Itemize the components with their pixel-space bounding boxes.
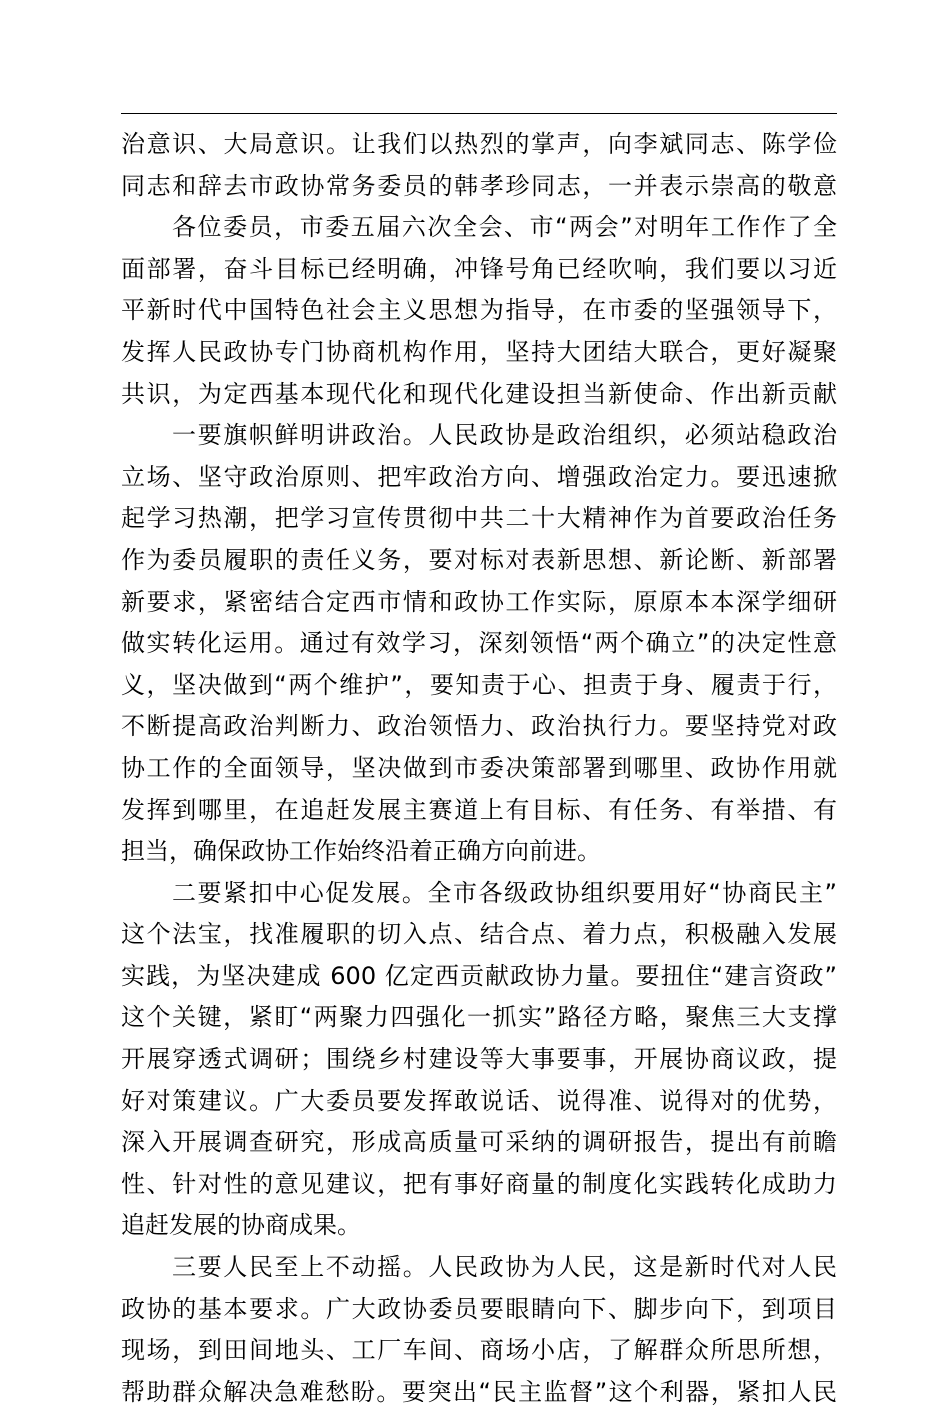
text-line: 义，坚决做到“两个维护”，要知责于心、担责于身、履责于行， (121, 670, 837, 699)
header-rule (121, 113, 837, 114)
text-line: 发挥人民政协专门协商机构作用，坚持大团结大联合，更好凝聚 (121, 337, 837, 366)
text-line: 平新时代中国特色社会主义思想为指导，在市委的坚强领导下， (121, 296, 837, 325)
paragraph-start-line: 三要人民至上不动摇。人民政协为人民，这是新时代对人民 (172, 1253, 837, 1282)
document-body (121, 124, 837, 1413)
text-line: 实践，为坚决建成 600 亿定西贡献政协力量。要扭住“建言资政” (121, 961, 837, 990)
paragraph-start-line: 二要紧扣中心促发展。全市各级政协组织要用好“协商民主” (172, 878, 837, 907)
text-line: 新要求，紧密结合定西市情和政协工作实际，原原本本深学细研 (121, 587, 837, 616)
text-line: 深入开展调查研究，形成高质量可采纳的调研报告，提出有前瞻 (121, 1128, 837, 1157)
text-line: 不断提高政治判断力、政治领悟力、政治执行力。要坚持党对政 (121, 712, 837, 741)
text-line: 起学习热潮，把学习宣传贯彻中共二十大精神作为首要政治任务 (121, 504, 837, 533)
text-line: 立场、坚守政治原则、把牢政治方向、增强政治定力。要迅速掀 (121, 462, 837, 491)
text-line: 开展穿透式调研；围绕乡村建设等大事要事，开展协商议政，提 (121, 1045, 837, 1074)
text-line: 这个法宝，找准履职的切入点、结合点、着力点，积极融入发展 (121, 920, 837, 949)
text-line: 政协的基本要求。广大政协委员要眼睛向下、脚步向下，到项目 (121, 1294, 837, 1323)
text-line: 面部署，奋斗目标已经明确，冲锋号角已经吹响，我们要以习近 (121, 254, 837, 283)
paragraph-start-line: 各位委员，市委五届六次全会、市“两会”对明年工作作了全 (172, 213, 837, 242)
text-line: 好对策建议。广大委员要发挥敢说话、说得准、说得对的优势， (121, 1086, 837, 1115)
paragraph-end-line: 追赶发展的协商成果。 (121, 1211, 361, 1240)
text-line: 作为委员履职的责任义务，要对标对表新思想、新论断、新部署 (121, 545, 837, 574)
text-line: 现场，到田间地头、工厂车间、商场小店，了解群众所思所想， (121, 1336, 837, 1365)
text-line: 这个关键，紧盯“两聚力四强化一抓实”路径方略，聚焦三大支撑 (121, 1003, 837, 1032)
text-line: 同志和辞去市政协常务委员的韩孝珍同志，一并表示崇高的敬意 (121, 171, 837, 200)
text-line: 共识，为定西基本现代化和现代化建设担当新使命、作出新贡献 (121, 379, 837, 408)
paragraph-start-line: 一要旗帜鲜明讲政治。人民政协是政治组织，必须站稳政治 (172, 421, 837, 450)
text-line: 性、针对性的意见建议，把有事好商量的制度化实践转化成助力 (121, 1169, 837, 1198)
text-line: 治意识、大局意识。让我们以热烈的掌声，向李斌同志、陈学俭 (121, 130, 837, 158)
paragraph-end-line: 担当，确保政协工作始终沿着正确方向前进。 (121, 837, 601, 866)
text-line: 做实转化运用。通过有效学习，深刻领悟“两个确立”的决定性意 (121, 629, 837, 658)
text-line: 发挥到哪里，在追赶发展主赛道上有目标、有任务、有举措、有 (121, 795, 837, 824)
text-line: 帮助群众解决急难愁盼。要突出“民主监督”这个利器，紧扣人民 (121, 1377, 837, 1406)
text-line: 协工作的全面领导，坚决做到市委决策部署到哪里、政协作用就 (121, 753, 837, 782)
